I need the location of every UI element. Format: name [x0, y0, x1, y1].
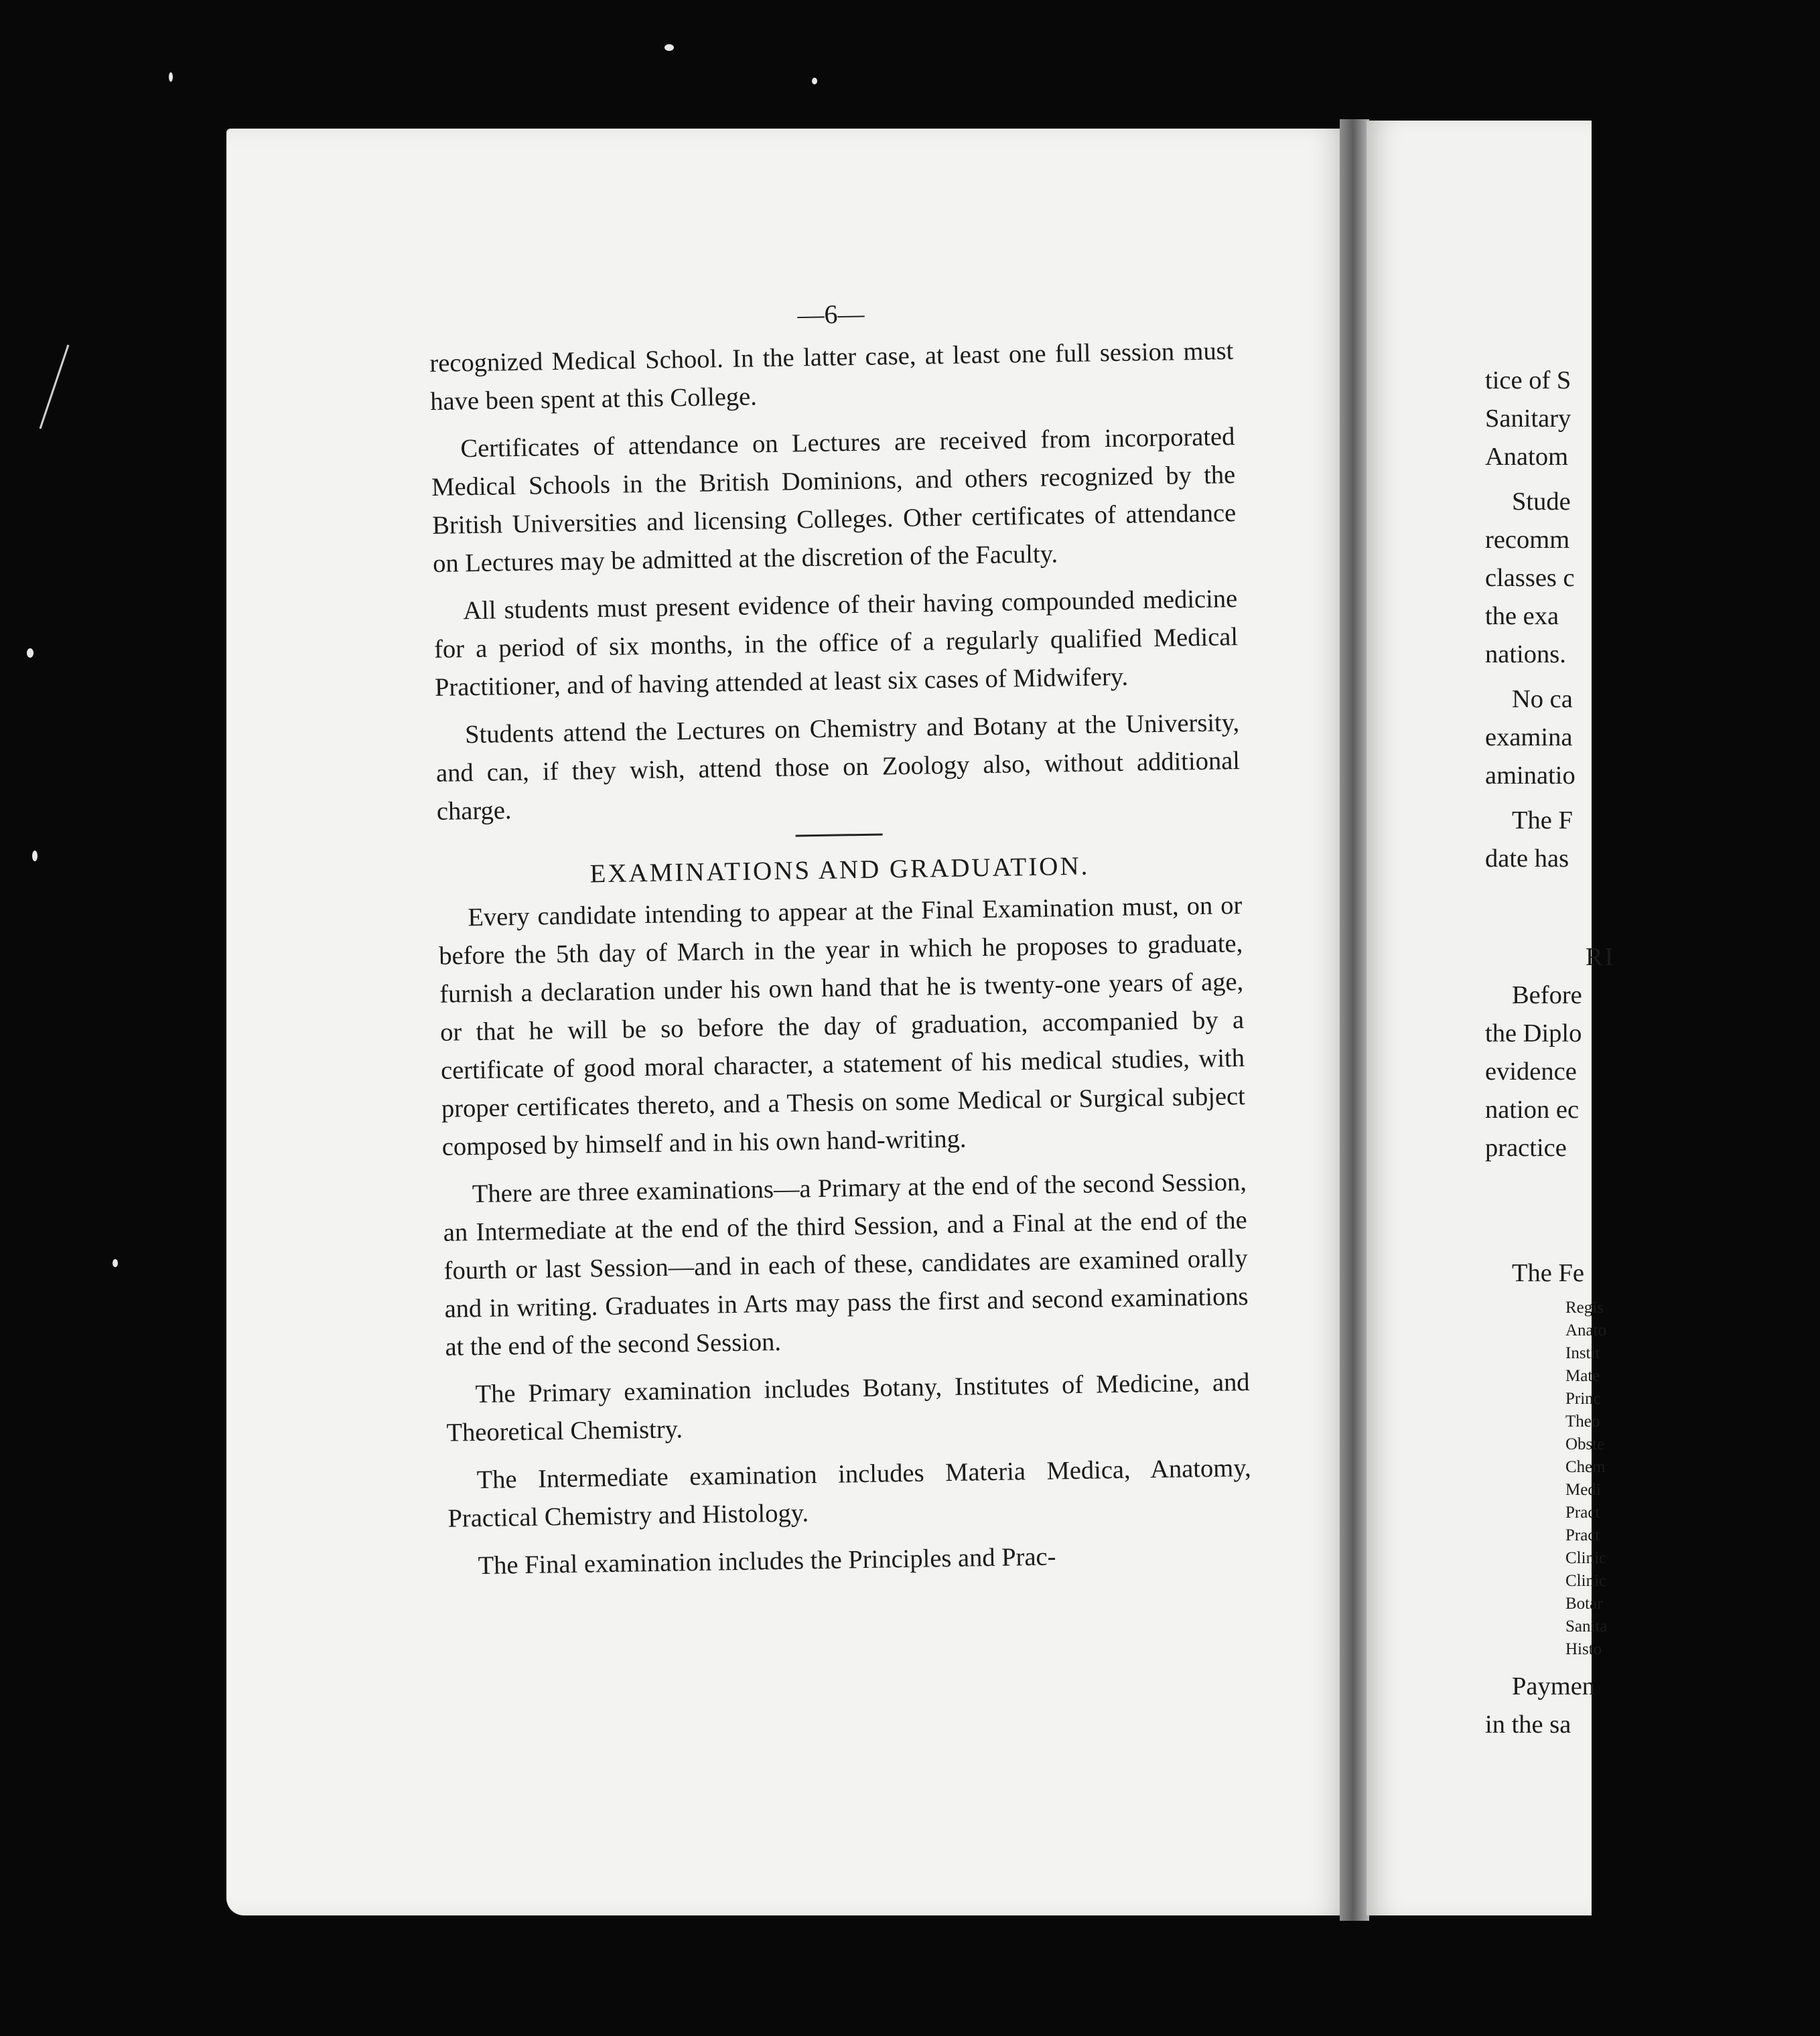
- text-line: Sanitary: [1485, 405, 1571, 433]
- speck: [32, 851, 38, 861]
- fee-item: Pract: [1565, 1504, 1600, 1522]
- text-line: practice: [1485, 1134, 1567, 1162]
- section-divider: [796, 833, 883, 837]
- text-line: Anatom: [1485, 443, 1569, 471]
- fee-item: Clinic: [1565, 1572, 1607, 1590]
- fee-item: Anato: [1565, 1321, 1607, 1339]
- text-line: evidence: [1485, 1058, 1577, 1086]
- text-line: aminatio: [1485, 761, 1576, 790]
- fee-item: Sanita: [1565, 1617, 1608, 1635]
- paragraph: The Final examination includes the Principles and Prac-: [478, 1542, 1056, 1581]
- fee-item: Histo: [1565, 1640, 1602, 1658]
- page-number: —6—: [797, 298, 865, 330]
- fee-item: Chem: [1565, 1458, 1606, 1476]
- text-line: in the sa: [1485, 1711, 1571, 1739]
- fee-item: Regis: [1565, 1299, 1604, 1317]
- speck: [169, 72, 173, 82]
- left-page-text: [429, 289, 1253, 1595]
- text-line: The Fe: [1512, 1259, 1584, 1287]
- section-heading: RI: [1586, 943, 1616, 971]
- speck: [812, 78, 817, 84]
- right-page-text: [1485, 362, 1820, 1744]
- text-line: the exa: [1485, 602, 1559, 630]
- text-line: recomm: [1485, 526, 1570, 554]
- speck: [27, 648, 33, 658]
- paragraph: Certificates of attendance on Lectures are received from incorporated Medical Schools in the British Dominions, and others recognized by the British Universities and licensing Colleges. Other certificates of attendance on Lectures may be admitted at the discretion of the Faculty.: [431, 423, 1237, 578]
- book-gutter: [1340, 119, 1369, 1921]
- speck: [113, 1259, 118, 1267]
- fee-item: Pract: [1565, 1526, 1600, 1544]
- paragraph: All students must present evidence of their having compounded medicine for a period of six months, in the office of a regularly qualified Medical Practitioner, and of having attended at least six cases of Midwifery.: [433, 585, 1239, 702]
- paragraph: There are three examinations—a Primary at the end of the second Session, an Intermediate at the end of the third Session, and a Final at the end of the fourth or last Session—and in each of these, candidates are examined orally and in writing. Graduates in Arts may pass the first and second examinations at the end of the second Session.: [443, 1167, 1249, 1362]
- fee-list: [1485, 1297, 1820, 1661]
- text-line: classes c: [1485, 564, 1575, 592]
- text-line: examina: [1485, 723, 1573, 751]
- fee-item: Botar: [1565, 1595, 1603, 1613]
- text-line: The F: [1512, 806, 1573, 834]
- paragraph: Every candidate intending to appear at the Final Examination must, on or before the 5th day of March in the year in which he proposes to graduate, furnish a declaration under his own hand that he is twenty-one years of age, or that he will be so before the day of graduation, accompanied by a certificate of good moral character, a statement of his medical studies, with proper certificates thereto, and a Thesis on some Medical or Surgical subject composed by himself and in his own hand-writing.: [439, 891, 1246, 1161]
- paragraph: Students attend the Lectures on Chemistry and Botany at the University, and can, if they wish, attend those on Zoology also, without additional charge.: [435, 709, 1241, 826]
- fee-item: Princ: [1565, 1390, 1601, 1408]
- fee-item: Mate: [1565, 1367, 1600, 1385]
- fee-item: Theo: [1565, 1412, 1600, 1431]
- text-line: date has: [1485, 845, 1569, 873]
- paragraph: recognized Medical School. In the latter case, at least one full session must have been spent at this College.: [429, 337, 1234, 416]
- fee-item: Clinic: [1565, 1549, 1607, 1567]
- text-line: Before: [1512, 981, 1582, 1009]
- paragraph: The Intermediate examination includes Materia Medica, Anatomy, Practical Chemistry and Histology.: [447, 1453, 1251, 1533]
- right-page: [1367, 121, 1616, 1915]
- scratch-mark: [33, 342, 74, 435]
- text-line: tice of S: [1485, 366, 1571, 394]
- fee-item: Medi: [1565, 1481, 1601, 1499]
- text-line: nations.: [1485, 640, 1566, 668]
- text-line: No ca: [1512, 685, 1573, 713]
- fee-item: Obste: [1565, 1435, 1605, 1453]
- speck: [664, 44, 674, 51]
- text-line: Stude: [1512, 488, 1571, 516]
- text-line: the Diplo: [1485, 1019, 1582, 1047]
- section-heading: EXAMINATIONS AND GRADUATION.: [589, 851, 1090, 889]
- paragraph: The Primary examination includes Botany, Institutes of Medicine, and Theoretical Chemistry.: [446, 1368, 1250, 1447]
- text-line: Paymen: [1512, 1672, 1596, 1700]
- text-line: nation ec: [1485, 1096, 1580, 1124]
- fee-item: Instit: [1565, 1344, 1600, 1362]
